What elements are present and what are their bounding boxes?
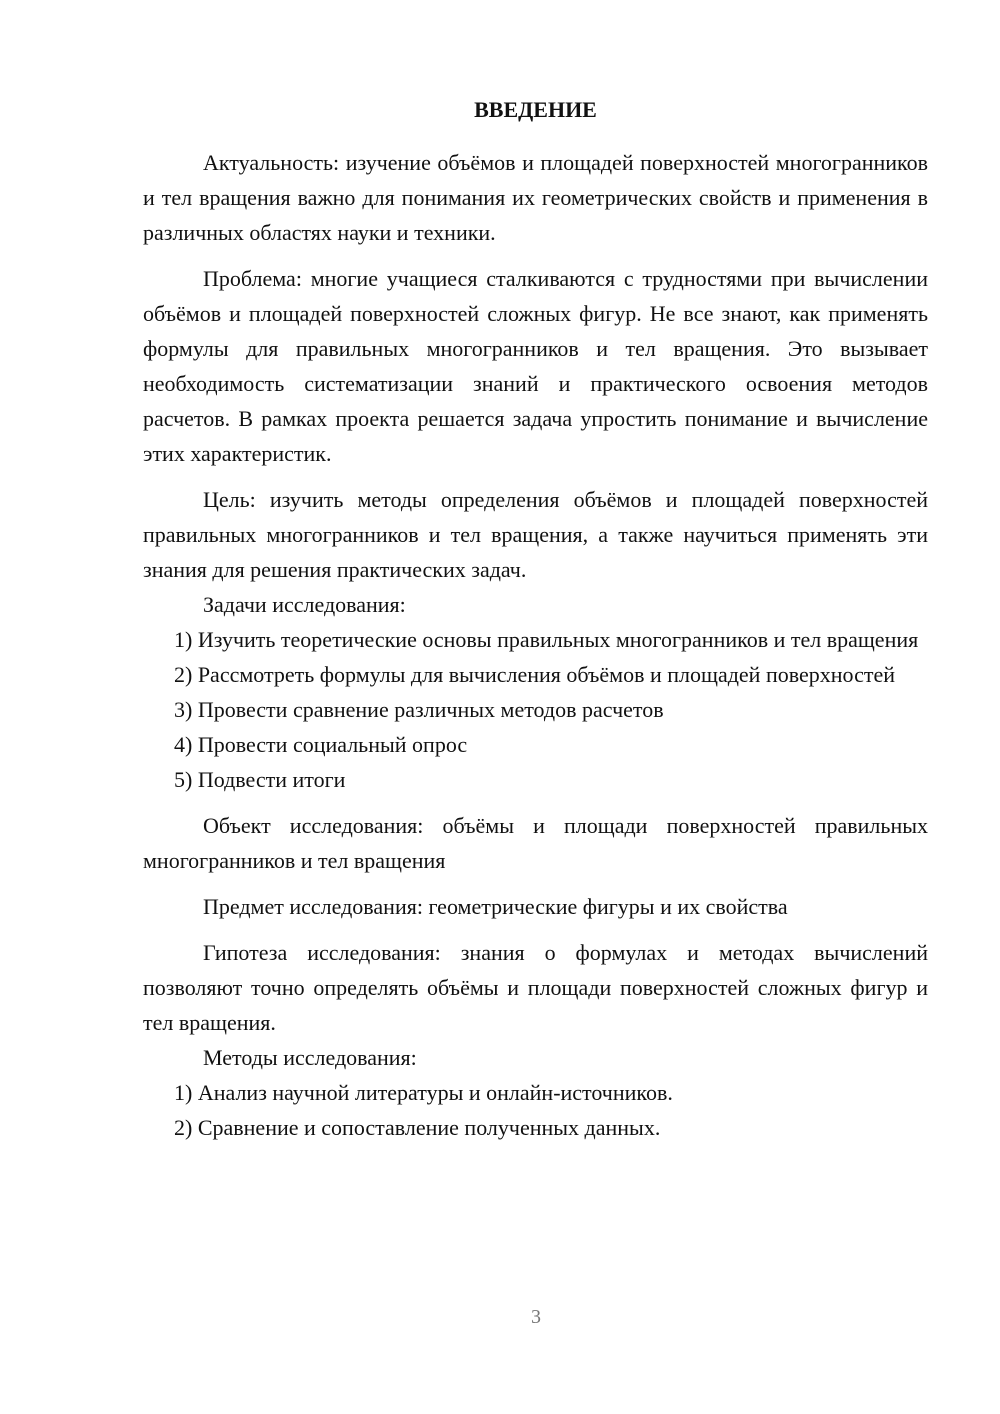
page-number: 3 bbox=[531, 1306, 541, 1328]
task-item-5: 5) Подвести итоги bbox=[174, 767, 346, 792]
subject-paragraph: Предмет исследования: геометрические фигуры и их свойства bbox=[203, 894, 788, 919]
problem-paragraph: Проблема: многие учащиеся сталкиваются с трудностями при вычислении объёмов и площадей поверхностей сложных фигур. Не все знают, как применять формулы для правильных многогранников и тел вращения. Это вызывает необходимость систематизации знаний и практического освоения методов расчетов. В рамках проекта решается задача упростить понимание и вычисление этих характеристик. bbox=[143, 266, 928, 466]
goal-paragraph: Цель: изучить методы определения объёмов и площадей поверхностей правильных многогранников и тел вращения, а также научиться применять эти знания для решения практических задач. bbox=[143, 487, 928, 582]
hypothesis-paragraph: Гипотеза исследования: знания о формулах и методах вычислений позволяют точно определять объёмы и площади поверхностей сложных фигур и тел вращения. bbox=[143, 940, 928, 1035]
method-item-1: 1) Анализ научной литературы и онлайн-источников. bbox=[174, 1080, 673, 1105]
task-item-2: 2) Рассмотреть формулы для вычисления объёмов и площадей поверхностей bbox=[174, 662, 895, 687]
document-page bbox=[143, 92, 928, 1145]
task-item-4: 4) Провести социальный опрос bbox=[174, 732, 468, 757]
relevance-paragraph: Актуальность: изучение объёмов и площадей поверхностей многогранников и тел вращения важно для понимания их геометрических свойств и применения в различных областях науки и техники. bbox=[143, 150, 928, 245]
section-heading: ВВЕДЕНИЕ bbox=[474, 97, 597, 122]
task-item-3: 3) Провести сравнение различных методов расчетов bbox=[174, 697, 664, 722]
method-item-2: 2) Сравнение и сопоставление полученных данных. bbox=[174, 1115, 661, 1140]
task-item-1: 1) Изучить теоретические основы правильных многогранников и тел вращения bbox=[174, 627, 919, 652]
tasks-title: Задачи исследования: bbox=[203, 592, 406, 617]
methods-title: Методы исследования: bbox=[203, 1045, 417, 1070]
object-paragraph: Объект исследования: объёмы и площади поверхностей правильных многогранников и тел вращения bbox=[143, 813, 928, 873]
